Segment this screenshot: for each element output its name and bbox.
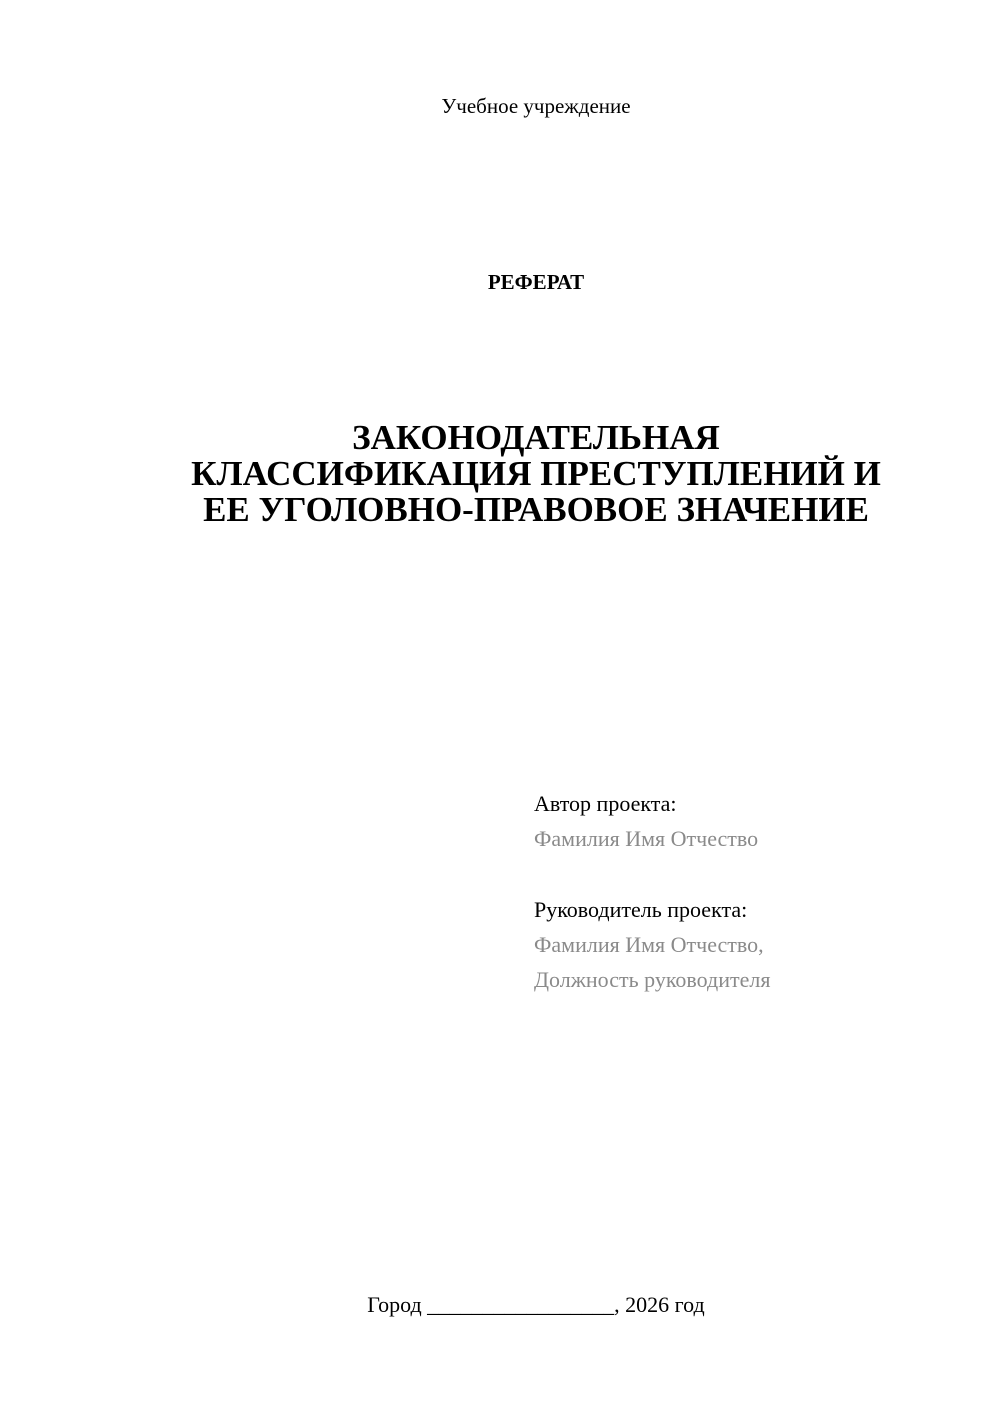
author-name-placeholder: Фамилия Имя Отчество — [534, 826, 759, 851]
title-line-2: КЛАССИФИКАЦИЯ ПРЕСТУПЛЕНИЙ И — [191, 454, 881, 493]
document-title — [100, 420, 972, 528]
author-label: Автор проекта: — [534, 791, 677, 816]
city-year-line: Город _________________, 2026 год — [367, 1292, 705, 1317]
supervisor-block — [534, 892, 770, 997]
supervisor-label: Руководитель проекта: — [534, 897, 748, 922]
supervisor-position-placeholder: Должность руководителя — [534, 967, 771, 992]
title-line-3: ЕЕ УГОЛОВНО-ПРАВОВОЕ ЗНАЧЕНИЕ — [203, 490, 869, 529]
author-block — [534, 786, 758, 856]
institution-name: Учебное учреждение — [441, 94, 631, 118]
title-line-1: ЗАКОНОДАТЕЛЬНАЯ — [352, 418, 720, 457]
supervisor-name-placeholder: Фамилия Имя Отчество, — [534, 932, 764, 957]
document-type: РЕФЕРАТ — [487, 270, 585, 294]
